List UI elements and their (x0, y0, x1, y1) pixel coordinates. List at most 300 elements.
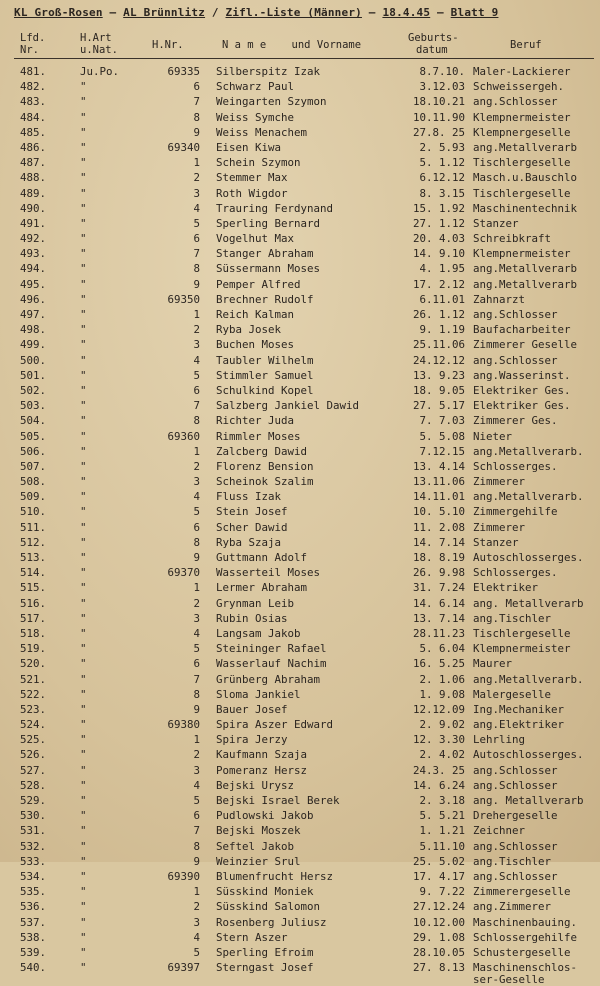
cell-name: Bejski Israel Berek (216, 794, 340, 807)
cell-lfd: 510. (20, 505, 47, 519)
table-row (0, 261, 600, 276)
cell-date: 9. 7.22 (419, 885, 465, 899)
cell-hnr: 2 (193, 323, 200, 337)
table-row (0, 110, 600, 125)
cell-date: 6.11.01 (419, 292, 465, 306)
cell-lfd: 493. (20, 247, 47, 261)
table-row (0, 884, 600, 899)
cell-beruf: Drehergeselle (473, 809, 558, 823)
cell-hnr: 1 (193, 444, 200, 458)
cell-art: " (80, 885, 87, 899)
cell-name: Weinzier Srul (216, 854, 301, 868)
cell-date: 24.3. 25 (412, 763, 465, 777)
cell-date: 13. 7.14 (412, 611, 465, 625)
table-row (0, 64, 600, 79)
cell-name: Blumenfrucht Hersz (216, 869, 334, 883)
header-separator: – (102, 6, 124, 19)
cell-hnr: 69380 (167, 718, 200, 732)
cell-hnr: 9 (193, 125, 200, 139)
cell-hnr: 8 (193, 535, 200, 549)
table-row (0, 79, 600, 94)
table-row (0, 672, 600, 687)
cell-name: Steininger Rafael (216, 642, 327, 656)
table-row (0, 596, 600, 611)
cell-hnr: 69390 (167, 869, 200, 883)
cell-lfd: 521. (20, 672, 47, 686)
cell-hnr: 69335 (167, 65, 200, 78)
cell-beruf: Autoschlosserges. (473, 748, 584, 762)
cell-lfd: 492. (20, 232, 47, 246)
cell-beruf: Elektriker Ges. (473, 383, 571, 397)
cell-date: 2. 4.02 (419, 748, 465, 762)
cell-hnr: 5 (193, 368, 200, 382)
table-row (0, 945, 600, 960)
cell-lfd: 500. (20, 353, 47, 367)
table-row (0, 444, 600, 459)
column-header-lfd-line1: Lfd. (20, 32, 46, 44)
cell-lfd: 529. (20, 794, 47, 807)
cell-beruf: ang.Schlosser (473, 95, 558, 109)
cell-art: " (80, 95, 87, 109)
cell-date: 14. 7.14 (412, 535, 465, 549)
cell-date: 14. 6.14 (412, 596, 465, 610)
cell-lfd: 498. (20, 323, 47, 337)
cell-date: 14. 9.10 (412, 247, 465, 261)
cell-hnr: 9 (193, 702, 200, 716)
cell-beruf: Zimmerer (473, 475, 526, 489)
cell-beruf: ang.Schlosser (473, 353, 558, 367)
cell-hnr: 3 (193, 915, 200, 929)
header-separator: – (361, 6, 383, 19)
cell-lfd: 481. (20, 65, 47, 78)
table-row (0, 413, 600, 428)
cell-beruf: Elektriker (473, 581, 539, 595)
cell-hnr: 1 (193, 156, 200, 170)
cell-beruf: Klempnermeister (473, 110, 571, 124)
cell-hnr: 6 (193, 809, 200, 823)
cell-art: " (80, 945, 87, 959)
cell-lfd: 489. (20, 186, 47, 200)
cell-art: " (80, 353, 87, 367)
table-row (0, 216, 600, 231)
cell-beruf: Maurer (473, 657, 513, 671)
cell-date: 27. 5.17 (412, 399, 465, 413)
table-body (0, 64, 600, 986)
table-row (0, 823, 600, 838)
cell-date: 12. 3.30 (412, 733, 465, 747)
cell-date: 6.12.12 (419, 171, 465, 185)
cell-art: " (80, 323, 87, 337)
cell-beruf: Schustergeselle (473, 945, 571, 959)
cell-hnr: 69370 (167, 566, 200, 580)
cell-art: " (80, 900, 87, 914)
cell-date: 2. 1.06 (419, 672, 465, 686)
table-row (0, 520, 600, 535)
table-row (0, 854, 600, 869)
cell-beruf: Maler-Lackierer (473, 65, 571, 78)
cell-name: Pemper Alfred (216, 277, 301, 291)
cell-date: 28.11.23 (412, 626, 465, 640)
cell-art: " (80, 505, 87, 519)
cell-hnr: 8 (193, 839, 200, 853)
cell-hnr: 8 (193, 262, 200, 276)
column-header-lfd-line2: Nr. (20, 44, 39, 56)
cell-hnr: 2 (193, 459, 200, 473)
cell-hnr: 8 (193, 110, 200, 124)
cell-art: " (80, 186, 87, 200)
cell-lfd: 515. (20, 581, 47, 595)
cell-date: 17. 2.12 (412, 277, 465, 291)
cell-art: " (80, 171, 87, 185)
cell-art: " (80, 140, 87, 154)
table-row (0, 170, 600, 185)
cell-name: Rosenberg Juliusz (216, 915, 327, 929)
cell-name: Sloma Jankiel (216, 687, 301, 701)
cell-hnr: 7 (193, 399, 200, 413)
column-header-date (408, 32, 459, 56)
cell-beruf: Schlosserges. (473, 459, 558, 473)
cell-name: Spira Aszer Edward (216, 718, 334, 732)
cell-beruf: Zimmerer (473, 520, 526, 534)
cell-name: Reich Kalman (216, 308, 295, 321)
cell-art: " (80, 277, 87, 291)
cell-lfd: 495. (20, 277, 47, 291)
cell-hnr: 3 (193, 763, 200, 777)
cell-art: " (80, 399, 87, 413)
cell-art: " (80, 961, 87, 975)
cell-name: Brechner Rudolf (216, 292, 314, 306)
cell-beruf: Tischlergeselle (473, 626, 571, 640)
column-header-hnr: H.Nr. (152, 39, 184, 51)
cell-beruf: ang.Metallverarb. (473, 490, 584, 504)
cell-beruf: Schlosserges. (473, 566, 558, 580)
cell-lfd: 501. (20, 368, 47, 382)
cell-lfd: 511. (20, 520, 47, 534)
cell-art: " (80, 156, 87, 170)
cell-beruf: ang.Metallverarb (473, 262, 578, 276)
cell-lfd: 494. (20, 262, 47, 276)
cell-lfd: 522. (20, 687, 47, 701)
column-header-art (80, 32, 118, 56)
cell-date: 13. 9.23 (412, 368, 465, 382)
column-header-name: N a m e und Vorname (222, 39, 362, 51)
cell-art: " (80, 794, 87, 807)
cell-date: 18. 8.19 (412, 551, 465, 564)
table-row (0, 747, 600, 762)
cell-date: 28.10.05 (412, 945, 465, 959)
cell-name: Fluss Izak (216, 490, 282, 504)
cell-name: Scheinok Szalim (216, 475, 314, 489)
cell-lfd: 497. (20, 308, 47, 321)
cell-lfd: 513. (20, 551, 47, 564)
cell-lfd: 488. (20, 171, 47, 185)
cell-date: 31. 7.24 (412, 581, 465, 595)
cell-date: 27. 8.13 (412, 961, 465, 975)
cell-hnr: 4 (193, 490, 200, 504)
cell-name: Wasserlauf Nachim (216, 657, 327, 671)
table-row (0, 960, 600, 986)
cell-name: Taubler Wilhelm (216, 353, 314, 367)
cell-date: 7. 7.03 (419, 414, 465, 428)
cell-beruf: ang.Metallverarb (473, 140, 578, 154)
cell-beruf: ang.Metallverarb. (473, 672, 584, 686)
cell-art: " (80, 611, 87, 625)
cell-beruf: Stanzer (473, 216, 519, 230)
table-row (0, 307, 600, 322)
cell-hnr: 1 (193, 581, 200, 595)
cell-date: 16. 5.25 (412, 657, 465, 671)
cell-name: Weiss Menachem (216, 125, 308, 139)
table-row (0, 322, 600, 337)
cell-art: " (80, 216, 87, 230)
cell-date: 9. 1.19 (419, 323, 465, 337)
table-row (0, 398, 600, 413)
column-header-art-line1: H.Art (80, 32, 112, 44)
cell-art: " (80, 718, 87, 732)
cell-beruf: Zeichner (473, 824, 526, 838)
cell-hnr: 9 (193, 854, 200, 868)
table-row (0, 201, 600, 216)
table-row (0, 489, 600, 504)
cell-name: Stemmer Max (216, 171, 288, 185)
column-header-date-line1: Geburts- (408, 32, 459, 44)
cell-name: Roth Wigdor (216, 186, 288, 200)
cell-beruf: Maschinentechnik (473, 201, 578, 215)
table-row (0, 763, 600, 778)
cell-art: " (80, 459, 87, 473)
cell-beruf: Tischlergeselle (473, 186, 571, 200)
table-row (0, 535, 600, 550)
cell-date: 7.12.15 (419, 444, 465, 458)
cell-lfd: 523. (20, 702, 47, 716)
cell-date: 13.11.06 (412, 475, 465, 489)
cell-beruf: ang.Schlosser (473, 763, 558, 777)
cell-name: Süsskind Salomon (216, 900, 321, 914)
cell-art: " (80, 778, 87, 792)
cell-lfd: 525. (20, 733, 47, 747)
table-row (0, 793, 600, 808)
cell-date: 2. 5.93 (419, 140, 465, 154)
cell-beruf: Tischlergeselle (473, 156, 571, 170)
cell-lfd: 507. (20, 459, 47, 473)
table-row (0, 368, 600, 383)
cell-date: 8. 3.15 (419, 186, 465, 200)
cell-art: " (80, 292, 87, 306)
cell-name: Sperling Efroim (216, 945, 314, 959)
cell-lfd: 485. (20, 125, 47, 139)
cell-beruf: Zimmerer Ges. (473, 414, 558, 428)
cell-name: Bejski Moszek (216, 824, 301, 838)
cell-date: 27. 1.12 (412, 216, 465, 230)
cell-date: 11. 2.08 (412, 520, 465, 534)
cell-name: Pomeranz Hersz (216, 763, 308, 777)
cell-hnr: 6 (193, 520, 200, 534)
cell-art: " (80, 429, 87, 443)
table-row (0, 915, 600, 930)
cell-lfd: 534. (20, 869, 47, 883)
cell-date: 2. 9.02 (419, 718, 465, 732)
column-header-beruf: Beruf (510, 39, 542, 51)
cell-beruf: ang.Tischler (473, 854, 552, 868)
table-row (0, 277, 600, 292)
table-row (0, 429, 600, 444)
table-row (0, 155, 600, 170)
table-row (0, 231, 600, 246)
cell-art: " (80, 581, 87, 595)
cell-art: " (80, 247, 87, 261)
cell-date: 29. 1.08 (412, 930, 465, 944)
cell-name: Stein Josef (216, 505, 288, 519)
cell-name: Stimmler Samuel (216, 368, 314, 382)
table-row (0, 899, 600, 914)
cell-lfd: 482. (20, 80, 47, 94)
cell-hnr: 3 (193, 475, 200, 489)
cell-date: 25.11.06 (412, 338, 465, 352)
cell-name: Schein Szymon (216, 156, 301, 170)
cell-lfd: 537. (20, 915, 47, 929)
cell-lfd: 509. (20, 490, 47, 504)
cell-beruf: Klempnermeister (473, 642, 571, 656)
table-row (0, 930, 600, 945)
cell-hnr: 7 (193, 672, 200, 686)
cell-beruf: ang.Metallverarb. (473, 444, 584, 458)
cell-name: Weiss Symche (216, 110, 295, 124)
cell-date: 20. 4.03 (412, 232, 465, 246)
cell-beruf: ang.Tischler (473, 611, 552, 625)
table-row (0, 580, 600, 595)
cell-name: Kaufmann Szaja (216, 748, 308, 762)
cell-date: 5. 5.08 (419, 429, 465, 443)
cell-beruf: Zimmerer Geselle (473, 338, 578, 352)
cell-lfd: 514. (20, 566, 47, 580)
cell-date: 18. 9.05 (412, 383, 465, 397)
cell-lfd: 531. (20, 824, 47, 838)
table-row (0, 702, 600, 717)
cell-date: 4. 1.95 (419, 262, 465, 276)
cell-date: 18.10.21 (412, 95, 465, 109)
header-separator: / (205, 6, 226, 19)
cell-lfd: 486. (20, 140, 47, 154)
cell-name: Schulkind Kopel (216, 383, 314, 397)
cell-art: " (80, 383, 87, 397)
cell-name: Grünberg Abraham (216, 672, 321, 686)
cell-date: 24.12.12 (412, 353, 465, 367)
cell-beruf: Autoschlosserges. (473, 551, 584, 564)
header-camp: KL Groß-Rosen (14, 6, 103, 19)
cell-art: " (80, 414, 87, 428)
cell-date: 26. 1.12 (412, 308, 465, 321)
cell-art: " (80, 824, 87, 838)
cell-beruf: ang.Schlosser (473, 778, 558, 792)
cell-name: Pudlowski Jakob (216, 809, 314, 823)
cell-hnr: 7 (193, 824, 200, 838)
cell-hnr: 2 (193, 900, 200, 914)
cell-art: " (80, 338, 87, 352)
cell-name: Stanger Abraham (216, 247, 314, 261)
cell-hnr: 69350 (167, 292, 200, 306)
cell-hnr: 2 (193, 596, 200, 610)
cell-name: Rimmler Moses (216, 429, 301, 443)
cell-lfd: 518. (20, 626, 47, 640)
cell-beruf: ang. Metallverarb (473, 596, 584, 610)
cell-beruf: Klempnergeselle (473, 125, 571, 139)
column-header-art-line2: u.Nat. (80, 44, 118, 56)
cell-name: Sterngast Josef (216, 961, 314, 975)
cell-art: " (80, 915, 87, 929)
cell-lfd: 504. (20, 414, 47, 428)
table-row (0, 140, 600, 155)
table-row (0, 626, 600, 641)
cell-art: " (80, 809, 87, 823)
cell-art: " (80, 672, 87, 686)
cell-art: " (80, 687, 87, 701)
cell-name: Scher Dawid (216, 520, 288, 534)
cell-hnr: 2 (193, 171, 200, 185)
cell-beruf: Zahnarzt (473, 292, 526, 306)
cell-date: 25. 5.02 (412, 854, 465, 868)
table-row (0, 94, 600, 109)
cell-lfd: 536. (20, 900, 47, 914)
table-row (0, 611, 600, 626)
cell-lfd: 505. (20, 429, 47, 443)
table-row (0, 383, 600, 398)
cell-beruf: ang.Zimmerer (473, 900, 552, 914)
cell-hnr: 9 (193, 551, 200, 564)
cell-hnr: 7 (193, 247, 200, 261)
cell-name: Bauer Josef (216, 702, 288, 716)
cell-name: Grynman Leib (216, 596, 295, 610)
cell-hnr: 4 (193, 930, 200, 944)
cell-art: " (80, 733, 87, 747)
table-row (0, 565, 600, 580)
cell-art: " (80, 475, 87, 489)
cell-beruf: Masch.u.Bauschlo (473, 171, 578, 185)
cell-lfd: 524. (20, 718, 47, 732)
cell-art: " (80, 125, 87, 139)
cell-lfd: 516. (20, 596, 47, 610)
cell-art: " (80, 520, 87, 534)
cell-date: 12.12.09 (412, 702, 465, 716)
cell-beruf: ang.Metallverarb (473, 277, 578, 291)
cell-date: 10.12.00 (412, 915, 465, 929)
cell-art: " (80, 444, 87, 458)
cell-art: " (80, 232, 87, 246)
cell-date: 5. 6.04 (419, 642, 465, 656)
cell-beruf: ang.Wasserinst. (473, 368, 571, 382)
cell-lfd: 535. (20, 885, 47, 899)
cell-beruf: ang.Schlosser (473, 308, 558, 321)
cell-hnr: 4 (193, 778, 200, 792)
cell-beruf: Baufacharbeiter (473, 323, 571, 337)
cell-beruf: Lehrling (473, 733, 526, 747)
cell-beruf: Schreibkraft (473, 232, 552, 246)
table-row (0, 504, 600, 519)
header-rule (14, 58, 594, 59)
cell-hnr: 4 (193, 353, 200, 367)
cell-name: Bejski Urysz (216, 778, 295, 792)
cell-name: Süsskind Moniek (216, 885, 314, 899)
cell-lfd: 519. (20, 642, 47, 656)
cell-art: " (80, 566, 87, 580)
cell-hnr: 5 (193, 794, 200, 807)
cell-name: Buchen Moses (216, 338, 295, 352)
cell-name: Seftel Jakob (216, 839, 295, 853)
cell-lfd: 539. (20, 945, 47, 959)
cell-date: 5. 1.12 (419, 156, 465, 170)
cell-lfd: 526. (20, 748, 47, 762)
cell-hnr: 8 (193, 414, 200, 428)
cell-name: Zalcberg Dawid (216, 444, 308, 458)
